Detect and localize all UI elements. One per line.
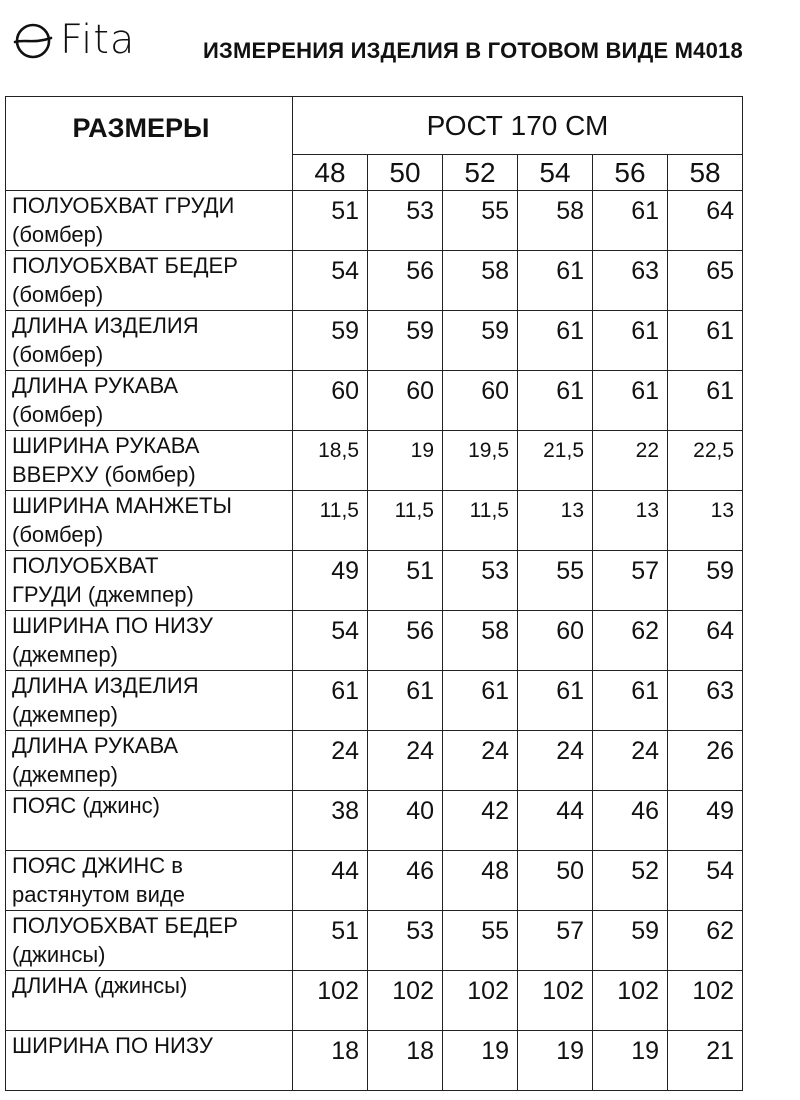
parameter-note: (джемпер) [12, 762, 118, 787]
measurement-value: 26 [668, 731, 743, 791]
parameter-name: ПОЯС ДЖИНС в [12, 853, 183, 878]
measurement-value: 59 [443, 311, 518, 371]
measurement-value: 18 [368, 1031, 443, 1091]
measurement-value: 55 [518, 551, 593, 611]
parameter-name: ШИРИНА МАНЖЕТЫ [12, 493, 232, 518]
measurement-value: 60 [293, 371, 368, 431]
measurement-value: 61 [293, 671, 368, 731]
table-row [6, 431, 743, 491]
table-header-row [6, 97, 743, 155]
size-header: 50 [368, 155, 443, 191]
measurement-value: 50 [518, 851, 593, 911]
measurement-value: 24 [293, 731, 368, 791]
parameter-cell [6, 191, 293, 251]
parameter-name: ДЛИНА ИЗДЕЛИЯ [12, 673, 199, 698]
size-chart-table [5, 96, 743, 1091]
measurement-value: 65 [668, 251, 743, 311]
parameter-cell [6, 851, 293, 911]
parameter-note: растянутом виде [12, 882, 185, 907]
parameter-cell [6, 311, 293, 371]
parameter-cell [6, 791, 293, 851]
parameter-cell [6, 431, 293, 491]
table-row [6, 551, 743, 611]
parameter-note: (бомбер) [12, 402, 104, 427]
measurement-value: 53 [443, 551, 518, 611]
table-row [6, 371, 743, 431]
measurement-value: 62 [668, 911, 743, 971]
table-row [6, 791, 743, 851]
parameter-cell [6, 671, 293, 731]
parameter-note: (бомбер) [12, 222, 104, 247]
measurement-value: 102 [593, 971, 668, 1031]
measurement-value: 61 [593, 371, 668, 431]
parameter-name: ШИРИНА ПО НИЗУ [12, 1033, 213, 1058]
height-header: РОСТ 170 СМ [293, 97, 743, 155]
measurement-value: 13 [593, 491, 668, 551]
parameter-cell [6, 491, 293, 551]
measurement-value: 44 [518, 791, 593, 851]
measurement-value: 57 [593, 551, 668, 611]
measurement-value: 61 [593, 671, 668, 731]
measurement-value: 51 [293, 911, 368, 971]
table-row [6, 911, 743, 971]
parameter-note: (джемпер) [12, 702, 118, 727]
measurement-value: 42 [443, 791, 518, 851]
measurement-value: 55 [443, 911, 518, 971]
measurement-value: 24 [593, 731, 668, 791]
measurement-value: 59 [368, 311, 443, 371]
measurement-value: 61 [668, 371, 743, 431]
measurement-value: 61 [593, 311, 668, 371]
measurement-value: 40 [368, 791, 443, 851]
size-header: 54 [518, 155, 593, 191]
measurement-value: 61 [593, 191, 668, 251]
measurement-value: 62 [593, 611, 668, 671]
measurement-value: 54 [293, 611, 368, 671]
measurement-value: 61 [518, 371, 593, 431]
fita-logo-icon [12, 20, 54, 60]
measurement-value: 21 [668, 1031, 743, 1091]
measurement-value: 56 [368, 611, 443, 671]
measurement-value: 49 [293, 551, 368, 611]
parameter-cell [6, 911, 293, 971]
measurement-value: 49 [668, 791, 743, 851]
measurement-value: 46 [593, 791, 668, 851]
size-header: 56 [593, 155, 668, 191]
parameter-cell [6, 971, 293, 1031]
parameter-note: (бомбер) [12, 342, 104, 367]
brand-name: Fita [60, 17, 136, 63]
measurement-value: 19 [443, 1031, 518, 1091]
measurement-value: 64 [668, 191, 743, 251]
measurement-value: 64 [668, 611, 743, 671]
parameter-note: ГРУДИ (джемпер) [12, 582, 194, 607]
measurement-value: 102 [293, 971, 368, 1031]
table-row [6, 251, 743, 311]
measurement-value: 61 [443, 671, 518, 731]
measurement-value: 11,5 [368, 491, 443, 551]
size-header: 58 [668, 155, 743, 191]
measurement-value: 63 [668, 671, 743, 731]
measurement-value: 13 [668, 491, 743, 551]
table-row [6, 671, 743, 731]
parameter-name: ПОЯС (джинс) [12, 793, 160, 818]
measurement-value: 61 [518, 251, 593, 311]
measurement-value: 24 [443, 731, 518, 791]
table-row [6, 611, 743, 671]
parameter-name: ШИРИНА РУКАВА [12, 433, 200, 458]
measurement-value: 54 [668, 851, 743, 911]
page-header [0, 0, 800, 95]
measurement-value: 56 [368, 251, 443, 311]
measurement-value: 53 [368, 911, 443, 971]
measurement-value: 61 [518, 311, 593, 371]
table-row [6, 311, 743, 371]
parameter-name: ПОЛУОБХВАТ [12, 553, 159, 578]
parameter-name: ДЛИНА ИЗДЕЛИЯ [12, 313, 199, 338]
document-title: ИЗМЕРЕНИЯ ИЗДЕЛИЯ В ГОТОВОМ ВИДЕ М4018 [203, 38, 743, 63]
measurement-value: 59 [668, 551, 743, 611]
measurement-value: 48 [443, 851, 518, 911]
measurement-value: 54 [293, 251, 368, 311]
parameter-name: ДЛИНА (джинсы) [12, 973, 188, 998]
table-row [6, 191, 743, 251]
parameter-cell [6, 611, 293, 671]
measurement-value: 52 [593, 851, 668, 911]
parameter-note: (джинсы) [12, 942, 106, 967]
measurement-value: 61 [518, 671, 593, 731]
measurement-value: 22 [593, 431, 668, 491]
params-header: РАЗМЕРЫ [6, 97, 293, 191]
measurement-value: 19 [368, 431, 443, 491]
size-header: 52 [443, 155, 518, 191]
measurement-value: 55 [443, 191, 518, 251]
measurement-value: 60 [518, 611, 593, 671]
parameter-cell [6, 1031, 293, 1091]
measurement-value: 11,5 [443, 491, 518, 551]
parameter-name: ДЛИНА РУКАВА [12, 733, 179, 758]
parameter-cell [6, 251, 293, 311]
parameter-cell [6, 371, 293, 431]
measurement-value: 60 [443, 371, 518, 431]
parameter-name: ДЛИНА РУКАВА [12, 373, 179, 398]
measurement-value: 19,5 [443, 431, 518, 491]
parameter-cell [6, 551, 293, 611]
parameter-note: (джемпер) [12, 642, 118, 667]
measurement-value: 19 [593, 1031, 668, 1091]
measurement-value: 18 [293, 1031, 368, 1091]
measurement-value: 38 [293, 791, 368, 851]
measurement-value: 18,5 [293, 431, 368, 491]
measurement-value: 53 [368, 191, 443, 251]
measurement-value: 58 [518, 191, 593, 251]
measurement-value: 102 [368, 971, 443, 1031]
parameter-name: ПОЛУОБХВАТ БЕДЕР [12, 253, 238, 278]
measurement-value: 58 [443, 251, 518, 311]
measurement-value: 57 [518, 911, 593, 971]
measurement-value: 11,5 [293, 491, 368, 551]
measurement-value: 24 [518, 731, 593, 791]
brand-logo [12, 16, 135, 64]
parameter-name: ПОЛУОБХВАТ ГРУДИ [12, 193, 235, 218]
parameter-note: (бомбер) [12, 522, 104, 547]
table-row [6, 731, 743, 791]
parameter-cell [6, 731, 293, 791]
measurement-value: 22,5 [668, 431, 743, 491]
measurement-value: 102 [518, 971, 593, 1031]
parameter-name: ПОЛУОБХВАТ БЕДЕР [12, 913, 238, 938]
measurement-value: 63 [593, 251, 668, 311]
table-row [6, 971, 743, 1031]
size-header: 48 [293, 155, 368, 191]
measurement-value: 24 [368, 731, 443, 791]
measurement-value: 46 [368, 851, 443, 911]
parameter-note: ВВЕРХУ (бомбер) [12, 462, 196, 487]
measurement-value: 61 [668, 311, 743, 371]
measurement-value: 59 [293, 311, 368, 371]
measurement-value: 51 [293, 191, 368, 251]
table-row [6, 491, 743, 551]
table-row [6, 851, 743, 911]
parameter-name: ШИРИНА ПО НИЗУ [12, 613, 213, 638]
measurement-value: 21,5 [518, 431, 593, 491]
measurement-value: 58 [443, 611, 518, 671]
measurement-value: 102 [443, 971, 518, 1031]
measurement-value: 60 [368, 371, 443, 431]
measurement-value: 59 [593, 911, 668, 971]
table-row [6, 1031, 743, 1091]
measurement-value: 44 [293, 851, 368, 911]
measurement-value: 13 [518, 491, 593, 551]
parameter-note: (бомбер) [12, 282, 104, 307]
measurement-value: 19 [518, 1031, 593, 1091]
measurement-value: 61 [368, 671, 443, 731]
measurement-value: 51 [368, 551, 443, 611]
measurement-value: 102 [668, 971, 743, 1031]
